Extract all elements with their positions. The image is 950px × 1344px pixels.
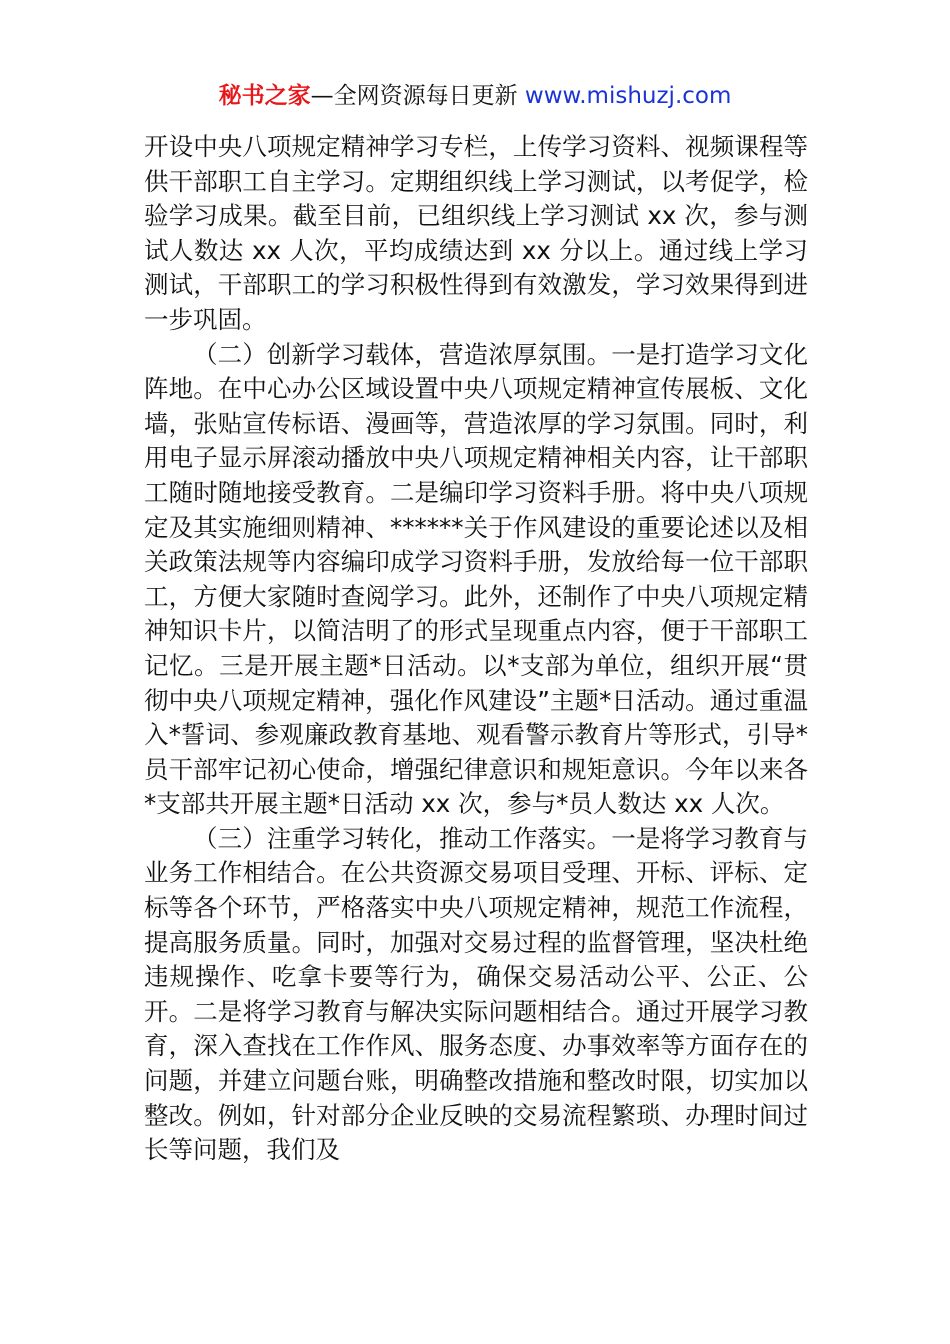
paragraph-continuation: 开设中央八项规定精神学习专栏，上传学习资料、视频课程等供干部职工自主学习。定期组织线上学习测试，以考促学，检验学习成果。截至目前，已组织线上学习测试 xx 次，参与测试人数达 xx 人次，平均成绩达到 xx 分以上。通过线上学习测试，干部职工的学习积极性得到有效激发，学习效果得到进一步巩固。: [144, 132, 808, 334]
header-separator: —: [310, 83, 334, 109]
paragraph-section-three: （三）注重学习转化，推动工作落实。一是将学习教育与业务工作相结合。在公共资源交易项目受理、开标、评标、定标等各个环节，严格落实中央八项规定精神，规范工作流程，提高服务质量。同时，加强对交易过程的监督管理，坚决杜绝违规操作、吃拿卡要等行为，确保交易活动公平、公正、公开。二是将学习教育与解决实际问题相结合。通过开展学习教育，深入查找在工作作风、服务态度、办事效率等方面存在的问题，并建立问题台账，明确整改措施和整改时限，切实加以整改。例如，针对部分企业反映的交易流程繁琐、办理时间过长等问题，我们及: [144, 823, 808, 1165]
site-header: [0, 80, 950, 112]
site-url-link[interactable]: www.mishuzj.com: [524, 83, 732, 109]
document-body: [144, 130, 808, 1168]
header-tagline: 全网资源每日更新: [333, 83, 518, 109]
paragraph-section-two: （二）创新学习载体，营造浓厚氛围。一是打造学习文化阵地。在中心办公区域设置中央八项规定精神宣传展板、文化墙，张贴宣传标语、漫画等，营造浓厚的学习氛围。同时，利用电子显示屏滚动播放中央八项规定精神相关内容，让干部职工随时随地接受教育。二是编印学习资料手册。将中央八项规定及其实施细则精神、******关于作风建设的重要论述以及相关政策法规等内容编印成学习资料手册，发放给每一位干部职工，方便大家随时查阅学习。此外，还制作了中央八项规定精神知识卡片，以简洁明了的形式呈现重点内容，便于干部职工记忆。三是开展主题*日活动。以*支部为单位，组织开展“贯彻中央八项规定精神，强化作风建设”主题*日活动。通过重温入*誓词、参观廉政教育基地、观看警示教育片等形式，引导*员干部牢记初心使命，增强纪律意识和规矩意识。今年以来各*支部共开展主题*日活动 xx 次，参与*员人数达 xx 人次。: [144, 339, 808, 819]
brand-name: 秘书之家: [218, 83, 311, 109]
